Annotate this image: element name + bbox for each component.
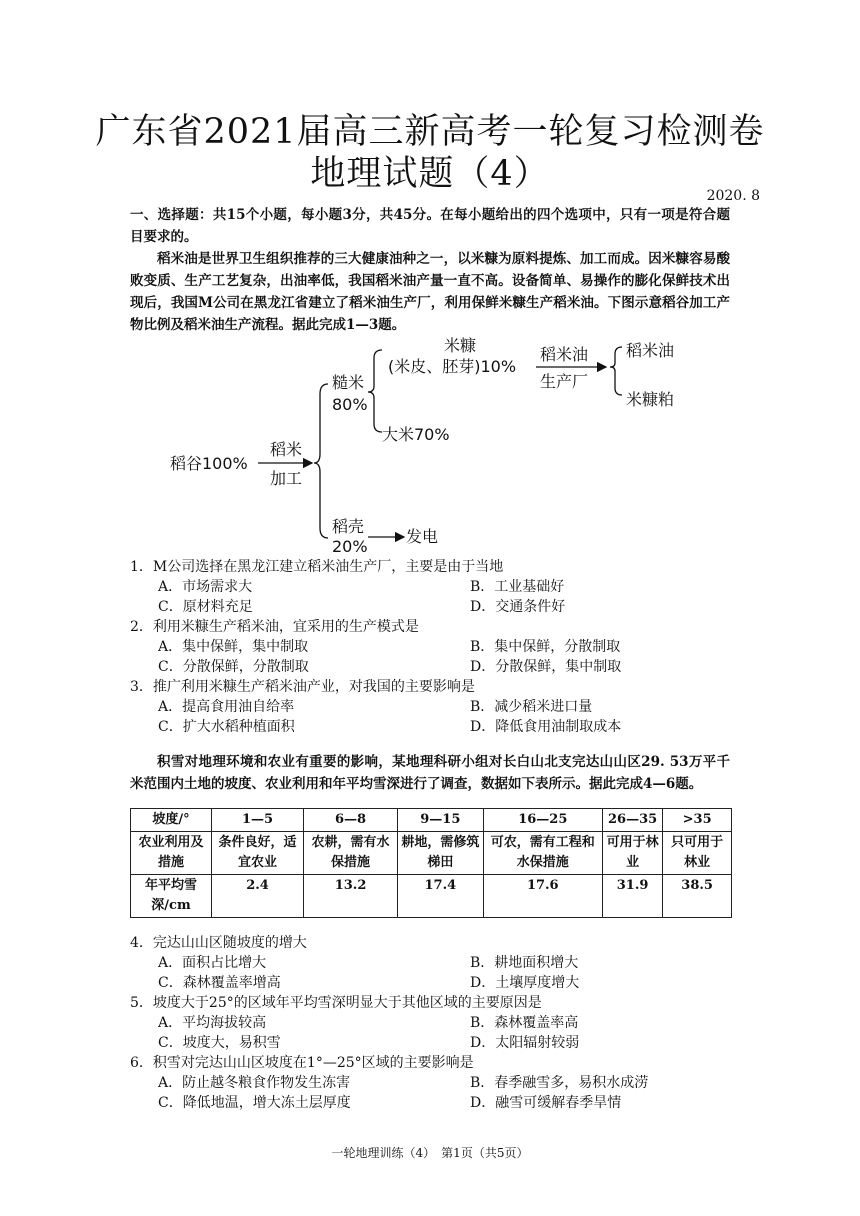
table-row bbox=[131, 832, 732, 875]
diagram-husk: 稻壳 bbox=[332, 517, 365, 536]
question-1: 1．M公司选择在黑龙江建立稻米油生产厂，主要是由于当地 bbox=[130, 559, 504, 575]
diagram-process-top: 稻米 bbox=[270, 440, 303, 459]
exam-subtitle: 地理试题（4） bbox=[310, 154, 550, 194]
q3-option-b: B．减少稻米进口量 bbox=[470, 699, 593, 715]
table-cell: 农业利用及措施 bbox=[131, 832, 212, 875]
question-6: 6．积雪对完达山山区坡度在1°—25°区域的主要影响是 bbox=[130, 1055, 474, 1071]
passage-1: 稻米油是世界卫生组织推荐的三大健康油种之一，以米糠为原料提炼、加工而成。因米糠容易酸败变质、生产工艺复杂，出油率低，我国稻米油产量一直不高。设备简单、易操作的膨化保鲜技术出现后，我国M公司在黑龙江省建立了稻米油生产厂，利用保鲜米糠生产稻米油。下图示意稻谷加工产物比例及稻米油生产流程。据此完成1—3题。 bbox=[130, 251, 730, 333]
q6-option-d: D．融雪可缓解春季旱情 bbox=[470, 1095, 622, 1111]
table-cell: 只可用于林业 bbox=[663, 832, 732, 875]
table-cell: 年平均雪深/cm bbox=[131, 875, 212, 918]
question-4: 4．完达山山区随坡度的增大 bbox=[130, 935, 307, 951]
q2-option-d: D．分散保鲜，集中制取 bbox=[470, 659, 622, 675]
diagram-rice-grain: 稻谷100% bbox=[170, 454, 248, 473]
diagram-bran-detail: (米皮、胚芽)10% bbox=[388, 357, 517, 376]
table-cell: >35 bbox=[663, 809, 732, 832]
q3-option-d: D．降低食用油制取成本 bbox=[470, 719, 622, 735]
q5-option-b: B．森林覆盖率高 bbox=[470, 1015, 579, 1031]
table-cell: 可用于林业 bbox=[602, 832, 662, 875]
diagram-brown-rice: 糙米 bbox=[332, 373, 365, 392]
table-cell: 1—5 bbox=[212, 809, 304, 832]
table-cell: 26—35 bbox=[602, 809, 662, 832]
q4-option-b: B．耕地面积增大 bbox=[470, 955, 579, 971]
question-3: 3．推广利用米糠生产稻米油产业，对我国的主要影响是 bbox=[130, 679, 475, 695]
q2-option-c: C．分散保鲜，分散制取 bbox=[158, 659, 309, 675]
q6-option-c: C．降低地温，增大冻土层厚度 bbox=[158, 1095, 351, 1111]
q5-option-d: D．太阳辐射较弱 bbox=[470, 1035, 580, 1051]
q1-option-b: B．工业基础好 bbox=[470, 579, 565, 595]
table-cell: 耕地，需修筑梯田 bbox=[398, 832, 484, 875]
diagram-product-oil: 稻米油 bbox=[626, 341, 675, 360]
q1-option-a: A．市场需求大 bbox=[158, 579, 253, 595]
section-heading: 一、选择题：共15个小题，每小题3分，共45分。在每小题给出的四个选项中，只有一项是符合题目要求的。 bbox=[130, 207, 730, 245]
q4-option-c: C．森林覆盖率增高 bbox=[158, 975, 281, 991]
table-cell: 6—8 bbox=[304, 809, 398, 832]
table-cell: 坡度/° bbox=[131, 809, 212, 832]
q6-option-a: A．防止越冬粮食作物发生冻害 bbox=[158, 1075, 351, 1091]
q1-option-d: D．交通条件好 bbox=[470, 599, 566, 615]
table-cell: 条件良好，适宜农业 bbox=[212, 832, 304, 875]
diagram-product-meal: 米糠粕 bbox=[626, 390, 675, 409]
table-cell: 9—15 bbox=[398, 809, 484, 832]
slope-snow-table bbox=[130, 808, 732, 918]
q6-option-b: B．春季融雪多，易积水成涝 bbox=[470, 1075, 649, 1091]
rice-process-diagram bbox=[160, 332, 720, 554]
diagram-process-bottom: 加工 bbox=[270, 469, 303, 488]
table-cell: 17.4 bbox=[398, 875, 484, 918]
question-2: 2．利用米糠生产稻米油，宜采用的生产模式是 bbox=[130, 619, 419, 635]
table-cell: 31.9 bbox=[602, 875, 662, 918]
q1-option-c: C．原材料充足 bbox=[158, 599, 253, 615]
table-row bbox=[131, 809, 732, 832]
q4-option-a: A．面积占比增大 bbox=[158, 955, 267, 971]
q3-option-c: C．扩大水稻种植面积 bbox=[158, 719, 295, 735]
q2-option-a: A．集中保鲜，集中制取 bbox=[158, 639, 309, 655]
diagram-brown-rice-pct: 80% bbox=[332, 395, 368, 414]
table-cell: 38.5 bbox=[663, 875, 732, 918]
diagram-power: 发电 bbox=[406, 527, 439, 546]
q2-option-b: B．集中保鲜，分散制取 bbox=[470, 639, 621, 655]
page-footer: 一轮地理训练（4） 第1页（共5页） bbox=[331, 1146, 529, 1160]
table-cell: 13.2 bbox=[304, 875, 398, 918]
q4-option-d: D．土壤厚度增大 bbox=[470, 975, 580, 991]
passage-2: 积雪对地理环境和农业有重要的影响，某地理科研小组对长白山北支完达山山区29. 53万平千米范围内土地的坡度、农业利用和年平均雪深进行了调查，数据如下表所示。据此完成4—6题。 bbox=[130, 754, 730, 792]
diagram-factory-bottom: 生产厂 bbox=[540, 372, 589, 391]
table-cell: 16—25 bbox=[483, 809, 602, 832]
diagram-bran: 米糠 bbox=[444, 336, 477, 355]
table-cell: 可农，需有工程和水保措施 bbox=[483, 832, 602, 875]
table-row bbox=[131, 875, 732, 918]
q5-option-a: A．平均海拔较高 bbox=[158, 1015, 267, 1031]
q3-option-a: A．提高食用油自给率 bbox=[158, 699, 295, 715]
diagram-husk-pct: 20% bbox=[332, 537, 368, 554]
table-cell: 2.4 bbox=[212, 875, 304, 918]
exam-date: 2020. 8 bbox=[706, 188, 760, 204]
q5-option-c: C．坡度大，易积雪 bbox=[158, 1035, 281, 1051]
diagram-white-rice: 大米70% bbox=[382, 425, 450, 444]
question-5: 5．坡度大于25°的区域年平均雪深明显大于其他区域的主要原因是 bbox=[130, 995, 542, 1011]
table-cell: 农耕，需有水保措施 bbox=[304, 832, 398, 875]
diagram-factory-top: 稻米油 bbox=[540, 345, 589, 364]
exam-title: 广东省2021届高三新高考一轮复习检测卷 bbox=[95, 112, 765, 152]
table-cell: 17.6 bbox=[483, 875, 602, 918]
